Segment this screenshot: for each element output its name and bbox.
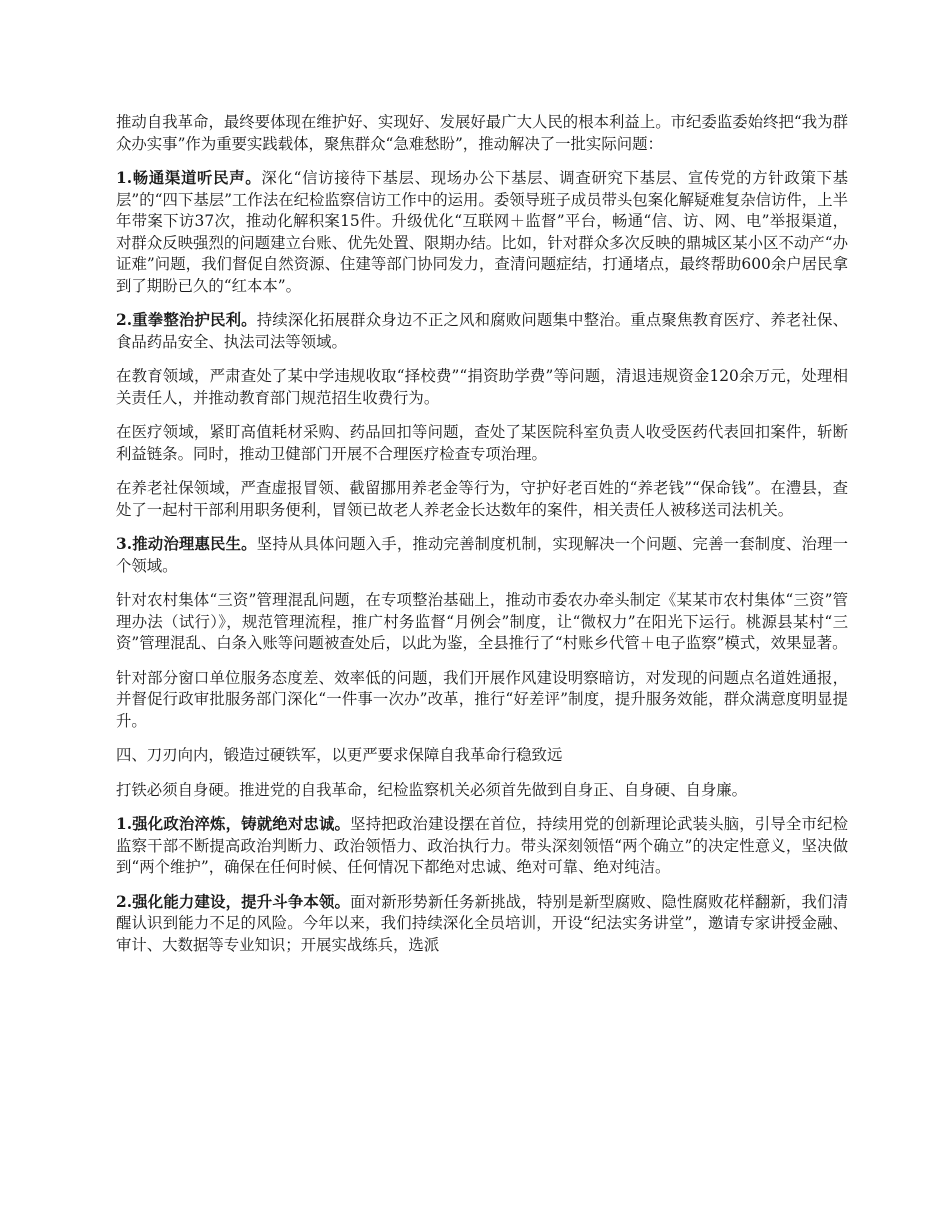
section-heading: 2.重拳整治护民利。 xyxy=(116,311,257,329)
section-heading: 3.推动治理惠民生。 xyxy=(116,535,257,553)
paragraph-intro: 推动自我革命，最终要体现在维护好、实现好、发展好最广大人民的根本利益上。市纪委监委始终把“我为群众办实事”作为重要实践载体，聚焦群众“急难愁盼”，推动解决了一批实际问题： xyxy=(116,113,848,153)
paragraph-pension: 在养老社保领域，严查虚报冒领、截留挪用养老金等行为，守护好老百姓的“养老钱”“保命钱”。在澧县，查处了一起村干部利用职务便利，冒领已故老人养老金长达数年的案件，相关责任人被移送司法机关。 xyxy=(116,479,848,519)
paragraph-section-1: 1.畅通渠道听民声。深化“信访接待下基层、现场办公下基层、调查研究下基层、宣传党的方针政策下基层”的“四下基层”工作法在纪检监察信访工作中的运用。委领导班子成员带头包案化解疑难复杂信访件，上半年带案下访37次，推动化解积案15件。升级优化“互联网＋监督”平台，畅通“信、访、网、电”举报渠道，对群众反映强烈的问题建立台账、优先处置、限期办结。比如，针对群众多次反映的鼎城区某小区不动产“办证难”问题，我们督促自然资源、住建等部门协同发力，查清问题症结，打通堵点，最终帮助600余户居民拿到了期盼已久的“红本本”。 xyxy=(116,169,848,295)
paragraph-education: 在教育领域，严肃查处了某中学违规收取“择校费”“捐资助学费”等问题，清退违规资金120余万元，处理相关责任人，并推动教育部门规范招生收费行为。 xyxy=(116,367,848,407)
chapter-heading: 四、刀刃向内，锻造过硬铁军，以更严要求保障自我革命行稳致远 xyxy=(116,746,563,764)
document-body xyxy=(116,112,848,969)
paragraph-section-2: 2.重拳整治护民利。持续深化拓展群众身边不正之风和腐败问题集中整治。重点聚焦教育医疗、养老社保、食品药品安全、执法司法等领域。 xyxy=(116,311,848,351)
section-heading: 1.强化政治淬炼，铸就绝对忠诚。 xyxy=(116,815,351,833)
paragraph-political-loyalty: 1.强化政治淬炼，铸就绝对忠诚。坚持把政治建设摆在首位，持续用党的创新理论武装头脑，引导全市纪检监察干部不断提高政治判断力、政治领悟力、政治执行力。带头深刻领悟“两个确立”的决定性意义，坚决做到“两个维护”，确保在任何时候、任何情况下都绝对忠诚、绝对可靠、绝对纯洁。 xyxy=(116,815,848,876)
paragraph-medical: 在医疗领域，紧盯高值耗材采购、药品回扣等问题，查处了某医院科室负责人收受医药代表回扣案件，斩断利益链条。同时，推动卫健部门开展不合理医疗检查专项治理。 xyxy=(116,423,848,463)
paragraph-service-window: 针对部分窗口单位服务态度差、效率低的问题，我们开展作风建设明察暗访，对发现的问题点名道姓通报，并督促行政审批服务部门深化“一件事一次办”改革，推行“好差评”制度，提升服务效能，群众满意度明显提升。 xyxy=(116,668,848,730)
paragraph-self-discipline: 打铁必须自身硬。推进党的自我革命，纪检监察机关必须首先做到自身正、自身硬、自身廉。 xyxy=(116,780,748,799)
paragraph-section-3: 3.推动治理惠民生。坚持从具体问题入手，推动完善制度机制，实现解决一个问题、完善一套制度、治理一个领域。 xyxy=(116,535,848,575)
paragraph-capability: 2.强化能力建设，提升斗争本领。面对新形势新任务新挑战，特别是新型腐败、隐性腐败花样翻新，我们清醒认识到能力不足的风险。今年以来，我们持续深化全员培训，开设“纪法实务讲堂”，邀请专家讲授金融、审计、大数据等专业知识；开展实战练兵，选派 xyxy=(116,892,848,954)
section-heading: 2.强化能力建设，提升斗争本领。 xyxy=(116,892,351,911)
paragraph-rural-assets: 针对农村集体“三资”管理混乱问题，在专项整治基础上，推动市委农办牵头制定《某某市农村集体“三资”管理办法（试行）》，规范管理流程，推广村务监督“月例会”制度，让“微权力”在阳光下运行。桃源县某村“三资”管理混乱、白条入账等问题被查处后，以此为鉴，全县推行了“村账乡代管＋电子监察”模式，效果显著。 xyxy=(116,591,848,652)
section-heading: 1.畅通渠道听民声。 xyxy=(116,169,262,187)
